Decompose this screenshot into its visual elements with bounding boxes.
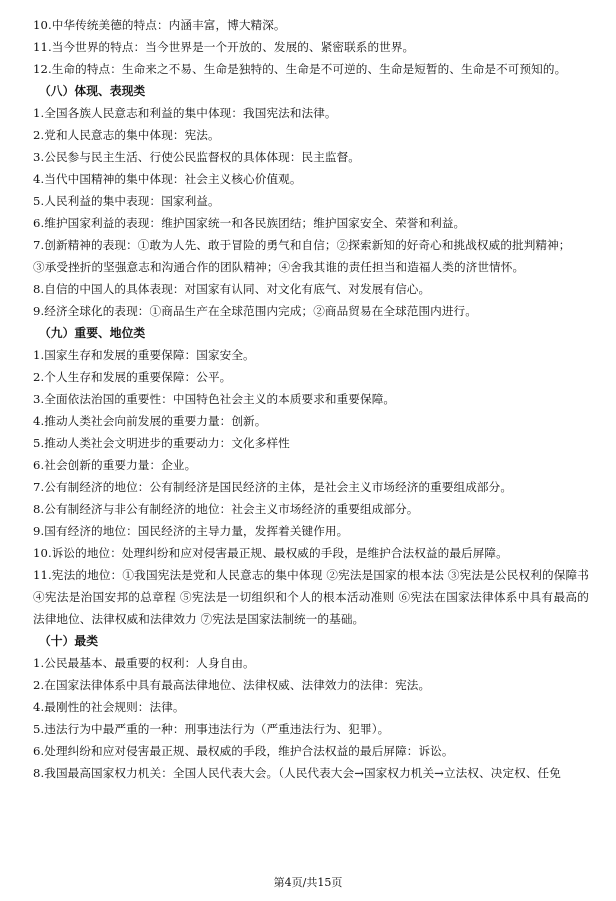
list-item: 1.公民最基本、最重要的权利：人身自由。 [33,656,255,670]
list-item: 2.个人生存和发展的重要保障：公平。 [33,370,232,384]
list-item: 4.推动人类社会向前发展的重要力量：创新。 [33,414,267,428]
list-item: 6.社会创新的重要力量：企业。 [33,458,197,472]
list-item: 8.公有制经济与非公有制经济的地位：社会主义市场经济的重要组成部分。 [33,502,419,516]
list-item: 5.违法行为中最严重的一种：刑事违法行为（严重违法行为、犯罪）。 [33,722,390,736]
list-item-continuation: ③承受挫折的坚强意志和沟通合作的团队精神；④舍我其谁的责任担当和造福人类的济世情怀。 [33,260,525,274]
list-item: 1.全国各族人民意志和利益的集中体现：我国宪法和法律。 [33,106,337,120]
section-heading-9: （九）重要、地位类 [39,326,146,340]
list-item: 7.创新精神的表现：①敢为人先、敢于冒险的勇气和自信；②探索新知的好奇心和挑战权威的批判精神； [33,238,571,252]
list-item: 5.推动人类社会文明进步的重要动力：文化多样性 [33,436,290,450]
list-item: 10.诉讼的地位：处理纠纷和应对侵害最正规、最权威的手段，是维护合法权益的最后屏障。 [33,546,508,560]
list-item: 3.公民参与民主生活、行使公民监督权的具体体现：民主监督。 [33,150,360,164]
list-item: 9.经济全球化的表现：①商品生产在全球范围内完成；②商品贸易在全球范围内进行。 [33,304,477,318]
list-item: 2.在国家法律体系中具有最高法律地位、法律权威、法律效力的法律：宪法。 [33,678,431,692]
section-heading-8: （八）体现、表现类 [39,84,146,98]
list-item: 5.人民利益的集中表现：国家利益。 [33,194,220,208]
list-item: 9.国有经济的地位：国民经济的主导力量，发挥着关键作用。 [33,524,349,538]
section-heading-10: （十）最类 [39,634,98,648]
list-item-constitution: 11.宪法的地位：①我国宪法是党和人民意志的集中体现 ②宪法是国家的根本法 ③宪法是公民权利的保障书 ④宪法是治国安邦的总章程 ⑤宪法是一切组织和个人的根本活动准则 ⑥宪法在国家法律体系中具有最高的法律地位、法律权威和法律效力 ⑦宪法是国家法制统一的基础。 [33,568,589,626]
page-number: 第4页/共15页 [273,876,343,889]
list-item: 8.我国最高国家权力机关：全国人民代表大会。（人民代表大会→国家权力机关→立法权、决定权、任免 [33,766,561,780]
list-item: 4.最刚性的社会规则：法律。 [33,700,185,714]
text-line: 10.中华传统美德的特点：内涵丰富，博大精深。 [33,18,286,32]
list-item: 7.公有制经济的地位：公有制经济是国民经济的主体，是社会主义市场经济的重要组成部分。 [33,480,513,494]
list-item: 3.全面依法治国的重要性：中国特色社会主义的本质要求和重要保障。 [33,392,396,406]
text-line: 11.当今世界的特点：当今世界是一个开放的、发展的、紧密联系的世界。 [33,40,415,54]
list-item: 8.自信的中国人的具体表现：对国家有认同、对文化有底气、对发展有信心。 [33,282,431,296]
list-item: 2.党和人民意志的集中体现：宪法。 [33,128,220,142]
list-item: 6.维护国家利益的表现：维护国家统一和各民族团结；维护国家安全、荣誉和利益。 [33,216,466,230]
page-content [33,14,589,784]
text-line: 12.生命的特点：生命来之不易、生命是独特的、生命是不可逆的、生命是短暂的、生命是不可预知的。 [33,62,567,76]
list-item: 1.国家生存和发展的重要保障：国家安全。 [33,348,255,362]
list-item: 6.处理纠纷和应对侵害最正规、最权威的手段，维护合法权益的最后屏障：诉讼。 [33,744,454,758]
list-item: 4.当代中国精神的集中体现：社会主义核心价值观。 [33,172,302,186]
